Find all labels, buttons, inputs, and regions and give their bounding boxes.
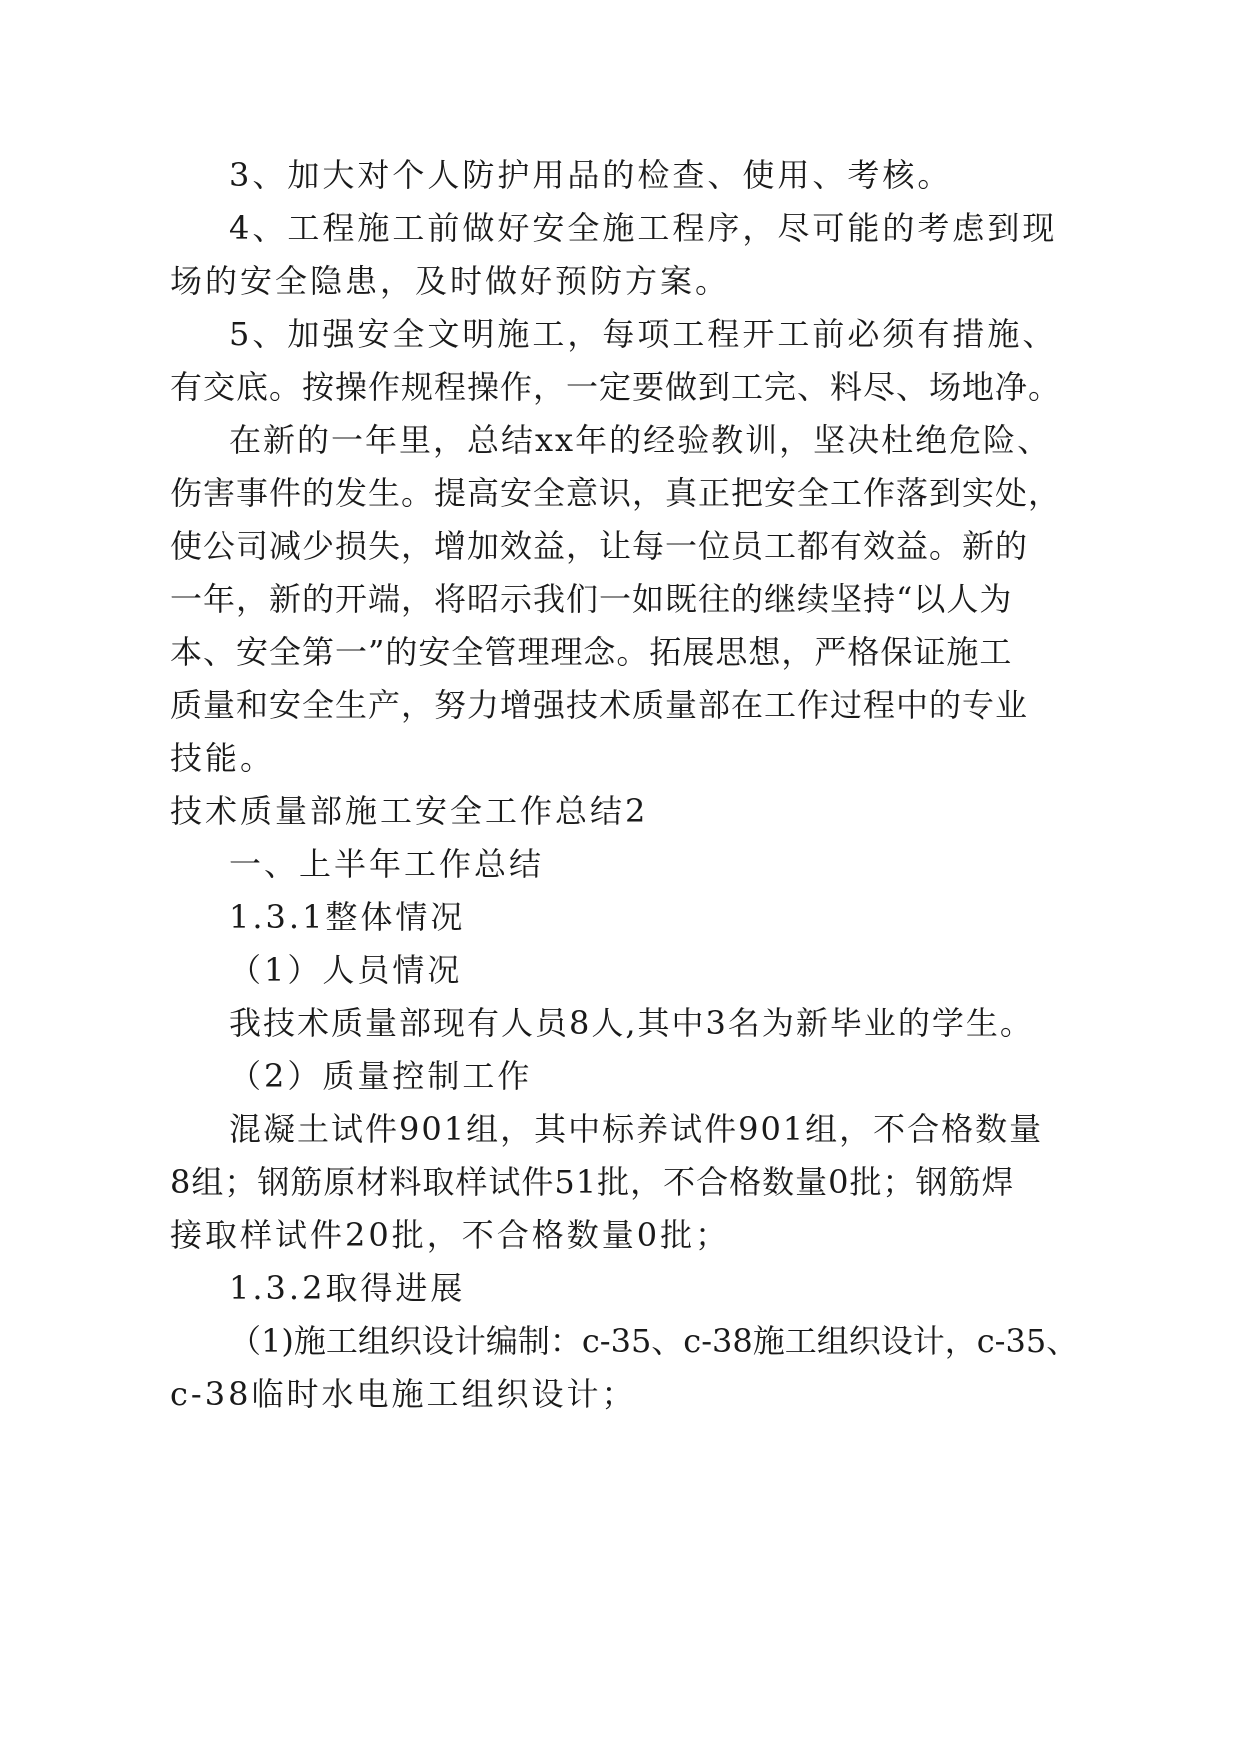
paragraph-line: 8组；钢筋原材料取样试件51批，不合格数量0批；钢筋焊 [170,1163,1015,1201]
subsection-heading: 一、上半年工作总结 [229,845,545,883]
subsection-heading: 1.3.1整体情况 [229,898,466,936]
paragraph-line: 质量和安全生产，努力增强技术质量部在工作过程中的专业 [170,686,1029,724]
item-heading: （1）人员情况 [229,951,463,989]
subsection-heading: 1.3.2取得进展 [229,1269,466,1307]
paragraph-line: 场的安全隐患，及时做好预防方案。 [170,262,731,300]
paragraph-line: 3、加大对个人防护用品的检查、使用、考核。 [229,156,953,194]
paragraph-line: 伤害事件的发生。提高安全意识，真正把安全工作落到实处， [170,474,1062,512]
paragraph-line: 我技术质量部现有人员8人,其中3名为新毕业的学生。 [229,1004,1034,1042]
paragraph-line: 使公司减少损失，增加效益，让每一位员工都有效益。新的 [170,527,1029,565]
paragraph-line: c-38临时水电施工组织设计； [170,1375,637,1413]
paragraph-line: 5、加强安全文明施工，每项工程开工前必须有措施、 [229,315,1058,353]
section-title: 技术质量部施工安全工作总结2 [170,792,649,830]
paragraph-line: 混凝土试件901组，其中标养试件901组，不合格数量 [229,1110,1044,1148]
paragraph-line: 有交底。按操作规程操作，一定要做到工完、料尽、场地净。 [170,368,1062,406]
paragraph-line: 本、安全第一”的安全管理理念。拓展思想，严格保证施工 [170,633,1013,671]
paragraph-line: 一年，新的开端，将昭示我们一如既往的继续坚持“以人为 [170,580,1013,618]
paragraph-line: 在新的一年里，总结xx年的经验教训，坚决杜绝危险、 [229,421,1052,459]
paragraph-line: （1)施工组织设计编制：c-35、c-38施工组织设计，c-35、 [229,1322,1079,1360]
paragraph-line: 接取样试件20批，不合格数量0批； [170,1216,731,1254]
paragraph-line: 4、工程施工前做好安全施工程序，尽可能的考虑到现 [229,209,1058,247]
paragraph-line: 技能。 [170,739,276,777]
item-heading: （2）质量控制工作 [229,1057,533,1095]
